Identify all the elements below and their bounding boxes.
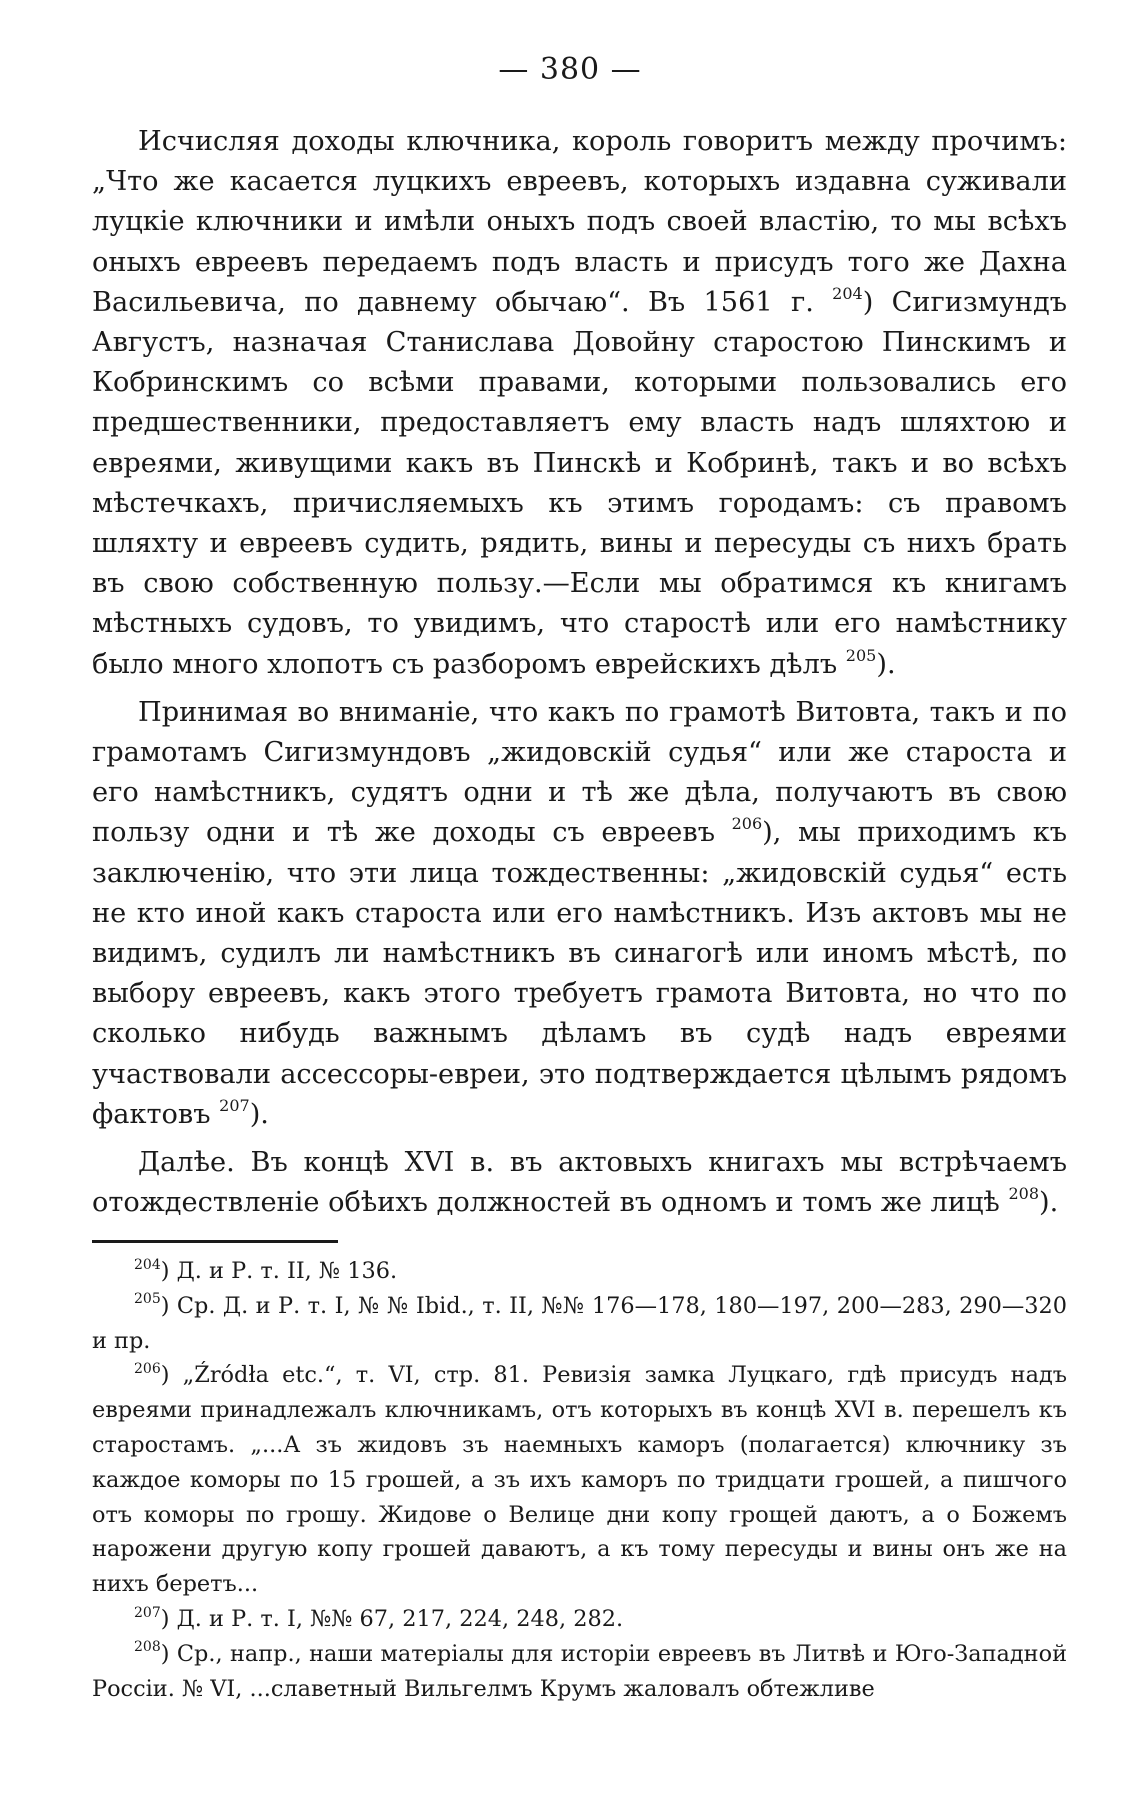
footnote-mark: 206	[134, 1360, 161, 1377]
paragraph-text: ).	[876, 648, 896, 680]
footnote-text: ) Д. и Р. т. II, № 136.	[160, 1258, 398, 1284]
footnote-ref: 204	[832, 283, 863, 303]
footnote-208	[92, 1637, 1067, 1707]
footnote-divider	[92, 1240, 338, 1243]
paragraph-text: ), мы приходимъ къ заключенію, что эти лица тождественны: „жидовскій судья“ есть не кто иной какъ староста или его намѣстникъ. Изъ актовъ мы не видимъ, судилъ ли намѣстникъ въ синагогѣ или иномъ мѣстѣ, по выбору евреевъ, какъ этого требуетъ грамота Витовта, но что по сколько нибудь важнымъ дѣламъ въ судѣ надъ евреями участвовали ассессоры-евреи, это подтверждается цѣлымъ рядомъ фактовъ	[92, 817, 1067, 1130]
footnote-ref: 207	[219, 1095, 250, 1115]
main-text	[92, 122, 1067, 1223]
paragraph-text: ) Сигизмундъ Августъ, назначая Станислава Довойну старостою Пинскимъ и Кобринскимъ со всѣми правами, которыми пользовались его предшественники, предоставляетъ ему власть надъ шляхтою и евреями, живущими какъ въ Пинскѣ и Кобринѣ, такъ и во всѣхъ мѣстечкахъ, причисляемыхъ къ этимъ городамъ: съ правомъ шляхту и евреевъ судить, рядить, вины и пересуды съ нихъ брать въ свою собственную пользу.—Если мы обратимся къ книгамъ мѣстныхъ судовъ, то увидимъ, что старостѣ или его намѣстнику было много хлопотъ съ разборомъ еврейскихъ дѣлъ	[92, 286, 1067, 680]
footnotes	[92, 1254, 1067, 1706]
footnote-mark: 204	[134, 1256, 161, 1273]
footnote-ref: 206	[731, 814, 763, 834]
footnote-mark: 207	[134, 1604, 161, 1621]
footnote-204	[92, 1254, 1067, 1289]
footnote-mark: 205	[134, 1291, 161, 1308]
footnote-text: ) „Źródła etc.“, т. VI, стр. 81. Ревизія замка Луцкаго, гдѣ присудъ надъ евреями принадлежалъ ключникамъ, отъ которыхъ въ концѣ XVI в. перешелъ къ старостамъ. „...А зъ жидовъ зъ наемныхъ каморъ (полагается) ключнику зъ каждое коморы по 15 грошей, а зъ ихъ каморъ по тридцати грошей, а пишчого отъ коморы по грошу. Жидове о Велице дни копу грощей даютъ, а о Божемъ нарожени другую копу грошей даваютъ, а къ тому пересуды и вины онъ же на нихъ беретъ...	[92, 1362, 1067, 1598]
footnote-206	[92, 1358, 1067, 1602]
paragraph-text: Далѣе. Въ концѣ XVI в. въ актовыхъ книгахъ мы встрѣчаемъ отождествленіе обѣихъ должностей въ одномъ и томъ же лицѣ	[92, 1147, 1067, 1219]
paragraph-1	[92, 122, 1067, 685]
footnote-mark: 208	[134, 1639, 161, 1656]
footnote-ref: 208	[1008, 1184, 1040, 1204]
paragraph-text: ).	[1039, 1187, 1059, 1219]
paragraph-text: ).	[249, 1098, 269, 1130]
footnote-207	[92, 1602, 1067, 1637]
footnote-text: ) Ср. Д. и Р. т. I, № № Ibid., т. II, №№ 176—178, 180—197, 200—283, 290—320 и пр.	[92, 1292, 1067, 1354]
paragraph-text: Исчисляя доходы ключника, король говоритъ между прочимъ: „Что же касается луцкихъ евреевъ, которыхъ издавна суживали луцкіе ключники и имѣли оныхъ подъ своей властію, то мы всѣхъ оныхъ евреевъ передаемъ подъ власть и присудъ того же Дахна Васильевича, по давнему обычаю“. Въ 1561 г.	[92, 126, 1067, 318]
paragraph-3	[92, 1143, 1067, 1223]
footnote-ref: 205	[845, 645, 877, 665]
paragraph-2	[92, 693, 1067, 1135]
footnote-text: ) Д. и Р. т. I, №№ 67, 217, 224, 248, 282.	[160, 1605, 624, 1632]
page-number: — 380 —	[498, 52, 642, 87]
paragraph-text: Принимая во вниманіе, что какъ по грамотѣ Витовта, такъ и по грамотамъ Сигизмундовъ „жидовскій судья“ или же староста и его намѣстникъ, судятъ одни и тѣ же дѣла, получаютъ въ свою пользу одни и тѣ же доходы съ евреевъ	[92, 696, 1067, 849]
footnote-205	[92, 1289, 1067, 1359]
footnote-text: ) Ср., напр., наши матеріалы для исторіи евреевъ въ Литвѣ и Юго-Западной Россіи. № VI, ...славетный Вильгелмъ Крумъ жаловалъ обтежливе	[92, 1640, 1067, 1702]
